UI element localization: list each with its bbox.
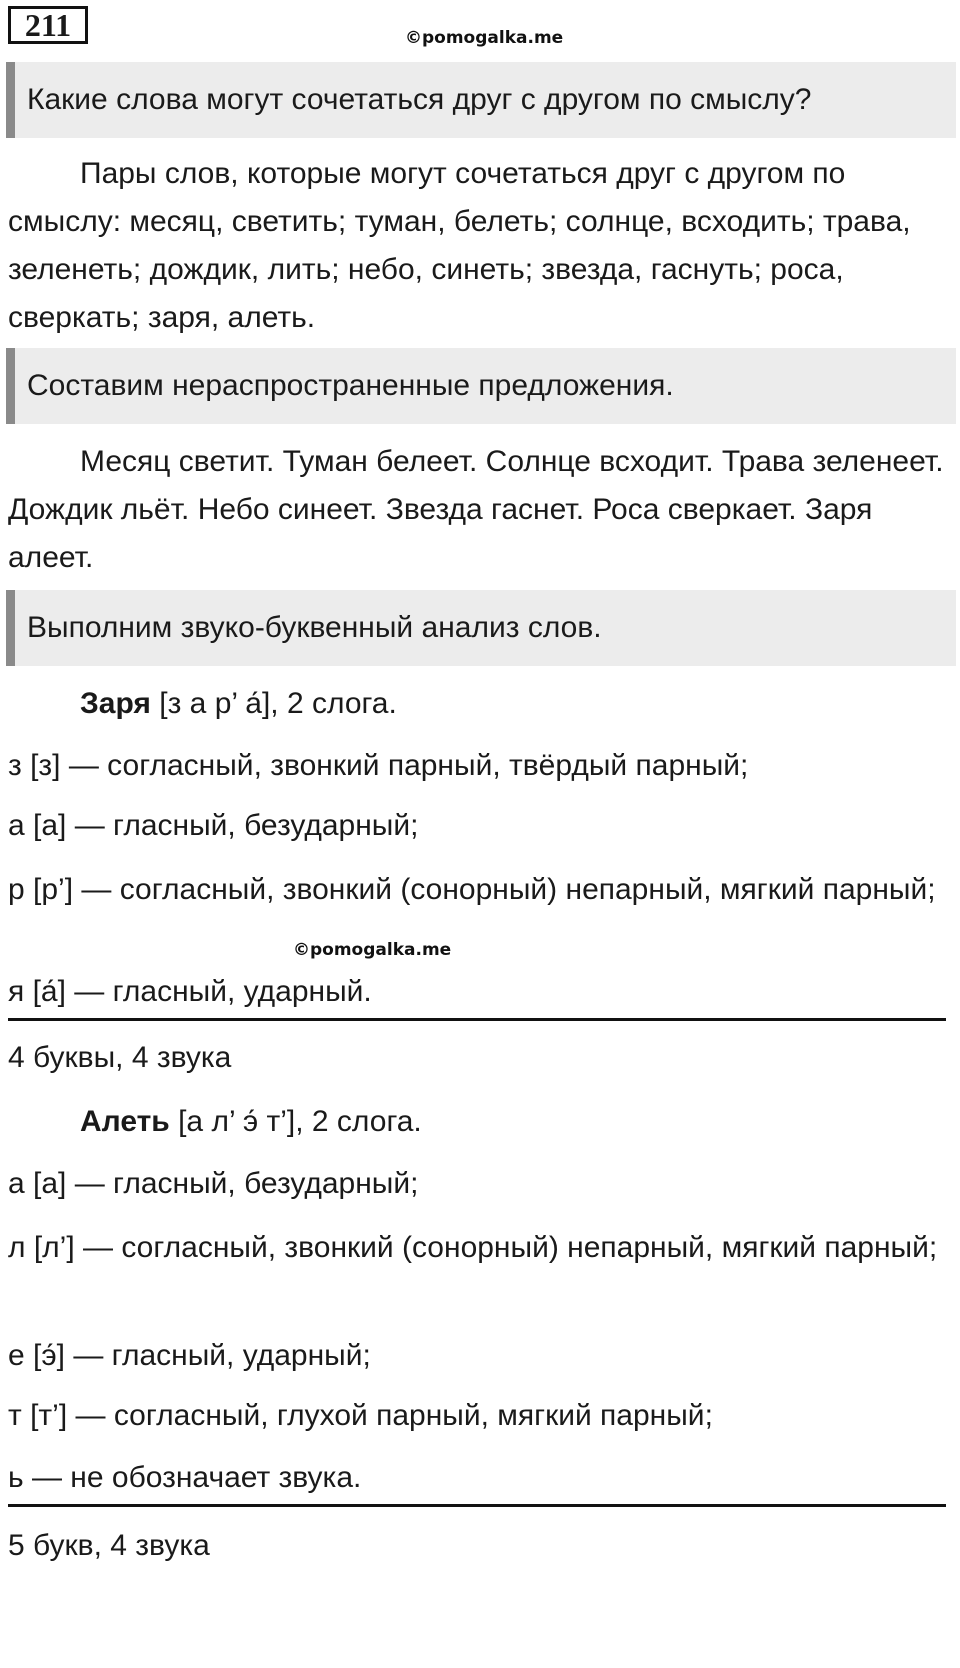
word1-word: Заря xyxy=(80,687,151,720)
watermark-top: ©pomogalka.me xyxy=(405,28,564,48)
watermark-middle: ©pomogalka.me xyxy=(293,940,452,960)
word1-summary: 4 буквы, 4 звука xyxy=(8,1041,232,1074)
question-3: Выполним звуко-буквенный анализ слов. xyxy=(6,590,956,666)
answer-2: Месяц светит. Туман белеет. Солнце всходит. Трава зеленеет. Дождик льёт. Небо синеет. Звезда гаснет. Роса сверкает. Заря алеет. xyxy=(8,445,944,574)
divider-1 xyxy=(8,1018,946,1021)
question-1: Какие слова могут сочетаться друг с другом по смыслу? xyxy=(6,62,956,138)
word1-line-1: з [з] — согласный, звонкий парный, твёрдый парный; xyxy=(8,749,749,782)
word2-word: Алеть xyxy=(80,1105,170,1138)
word2-line-1: а [а] — гласный, безударный; xyxy=(8,1167,419,1200)
word1-transcription: [з а р’ а́], 2 слога. xyxy=(150,687,397,720)
word2-line-5: ь — не обозначает звука. xyxy=(8,1461,362,1494)
word2-heading xyxy=(80,1102,422,1142)
word1-heading xyxy=(80,684,397,724)
question-2: Составим нераспространенные предложения. xyxy=(6,348,956,424)
word2-line-3: е [э́] — гласный, ударный; xyxy=(8,1339,371,1372)
word1-line-4: я [а́] — гласный, ударный. xyxy=(8,975,372,1008)
word2-transcription: [а л’ э́ т’], 2 слога. xyxy=(169,1105,422,1138)
word2-line-2: л [л’] — согласный, звонкий (сонорный) непарный, мягкий парный; xyxy=(8,1231,938,1264)
answer-1: Пары слов, которые могут сочетаться друг с другом по смыслу: месяц, светить; туман, белеть; солнце, всходить; трава, зеленеть; дождик, лить; небо, синеть; звезда, гаснуть; роса, сверкать; заря, алеть. xyxy=(8,157,911,334)
task-number: 211 xyxy=(8,6,88,44)
word2-line-4: т [т’] — согласный, глухой парный, мягкий парный; xyxy=(8,1399,713,1432)
word1-line-2: а [а] — гласный, безударный; xyxy=(8,809,419,842)
divider-2 xyxy=(8,1504,946,1507)
word2-summary: 5 букв, 4 звука xyxy=(8,1529,210,1562)
word1-line-3: р [р’] — согласный, звонкий (сонорный) непарный, мягкий парный; xyxy=(8,873,936,906)
